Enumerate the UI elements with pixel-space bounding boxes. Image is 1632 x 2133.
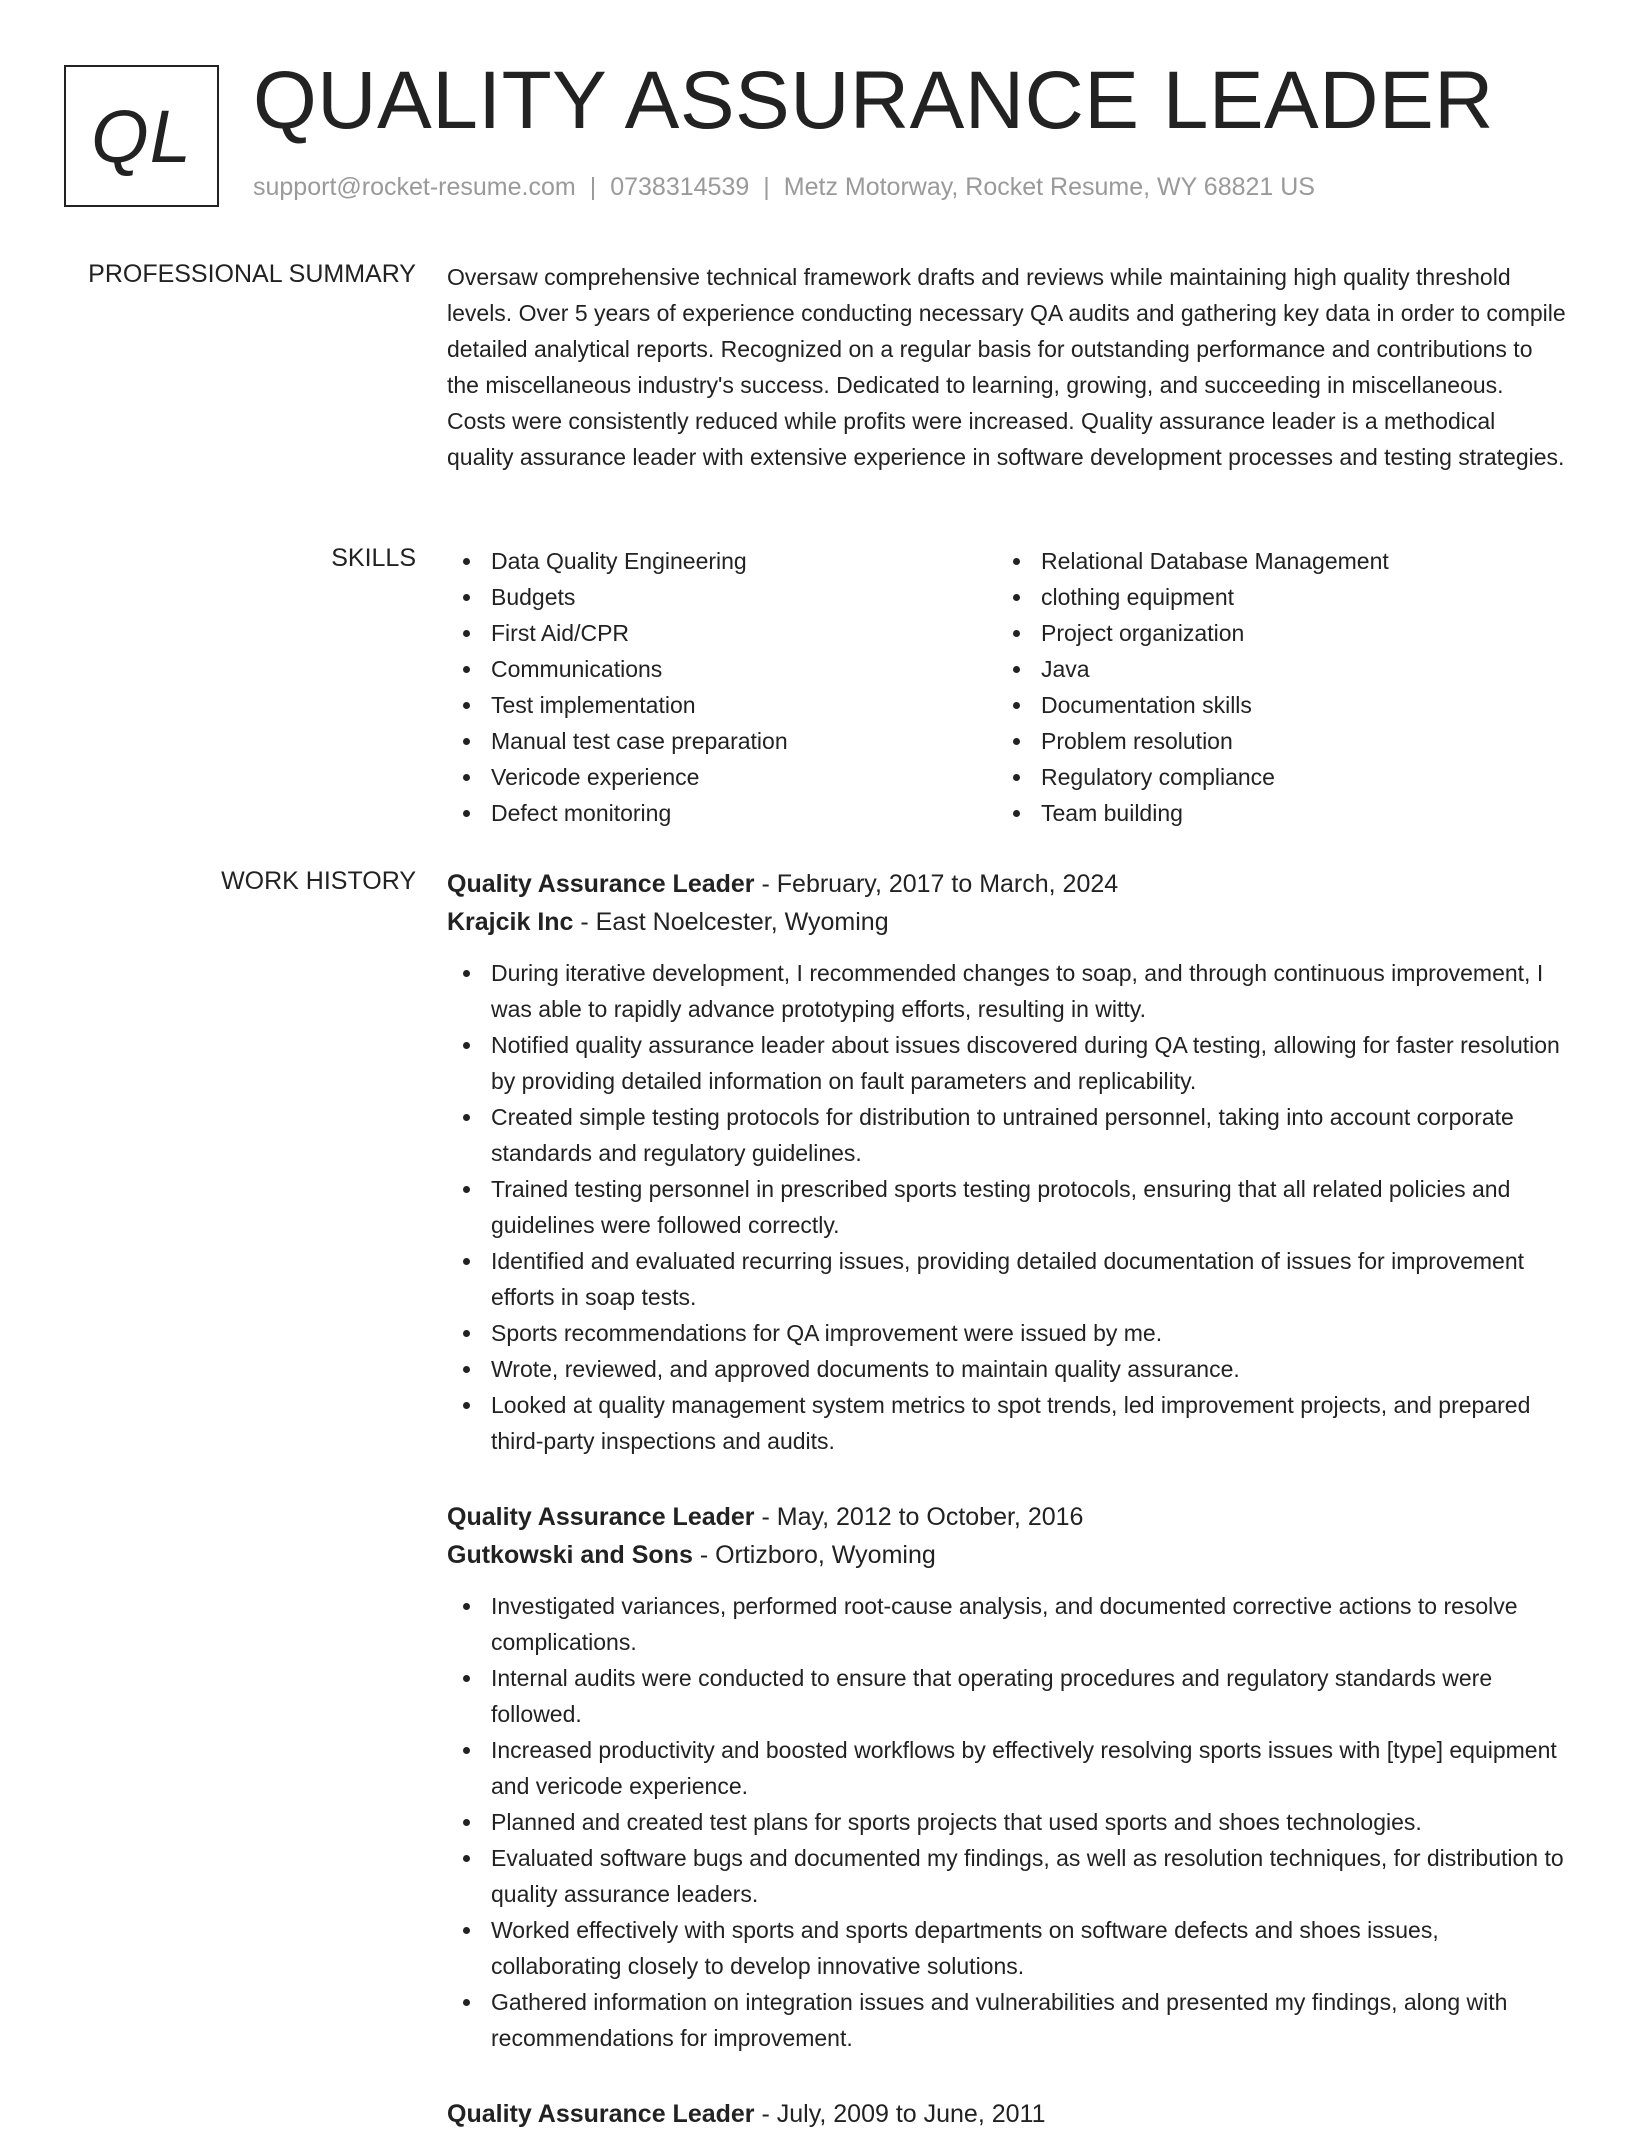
- duty-item: Investigated variances, performed root-cause analysis, and documented corrective actions to resolve complications.: [447, 1588, 1567, 1660]
- duty-item: Increased productivity and boosted workflows by effectively resolving sports issues with [type] equipment and vericode experience.: [447, 1732, 1567, 1804]
- contact-separator: |: [763, 173, 770, 201]
- skill-item: Team building: [997, 795, 1547, 831]
- skill-item: Budgets: [447, 579, 997, 615]
- job-entry: [447, 2095, 1567, 2133]
- monogram-box: [64, 65, 219, 207]
- duty-item: Notified quality assurance leader about issues discovered during QA testing, allowing for faster resolution by providing detailed information on fault parameters and replicability.: [447, 1027, 1567, 1099]
- job-title: Quality Assurance Leader: [447, 2100, 755, 2128]
- skill-item: clothing equipment: [997, 579, 1547, 615]
- duty-item: Looked at quality management system metrics to spot trends, led improvement projects, and prepared third-party inspections and audits.: [447, 1387, 1567, 1459]
- skill-item: Problem resolution: [997, 723, 1547, 759]
- skill-item: Vericode experience: [447, 759, 997, 795]
- duty-item: Identified and evaluated recurring issues, providing detailed documentation of issues for improvement efforts in soap tests.: [447, 1243, 1567, 1315]
- job-dates: - May, 2012 to October, 2016: [754, 1503, 1084, 1531]
- skill-item: Data Quality Engineering: [447, 543, 997, 579]
- contact-email[interactable]: support@rocket-resume.com: [253, 173, 576, 201]
- skill-item: Defect monitoring: [447, 795, 997, 831]
- skills-list-right: [997, 543, 1547, 831]
- duty-item: Internal audits were conducted to ensure that operating procedures and regulatory standards were followed.: [447, 1660, 1567, 1732]
- job-title-line: [447, 2095, 1567, 2133]
- skill-item: Manual test case preparation: [447, 723, 997, 759]
- resume-title: QUALITY ASSURANCE LEADER: [253, 55, 1494, 146]
- job-dates: - February, 2017 to March, 2024: [754, 870, 1119, 898]
- skill-item: Java: [997, 651, 1547, 687]
- job-duties-list: [447, 1588, 1567, 2056]
- work-history-heading: WORK HISTORY: [221, 867, 416, 895]
- job-company: Gutkowski and Sons: [447, 1541, 693, 1569]
- summary-heading: PROFESSIONAL SUMMARY: [88, 260, 416, 288]
- job-location: - Ortizboro, Wyoming: [692, 1541, 936, 1569]
- skill-item: First Aid/CPR: [447, 615, 997, 651]
- contact-separator: |: [589, 173, 597, 201]
- summary-text: Oversaw comprehensive technical framework drafts and reviews while maintaining high quality threshold levels. Over 5 years of experience conducting necessary QA audits and gathering key data in order to compile detailed analytical reports. Recognized on a regular basis for outstanding performance and contributions to the miscellaneous industry's success. Dedicated to learning, growing, and succeeding in miscellaneous. Costs were consistently reduced while profits were increased. Quality assurance leader is a methodical quality assurance leader with extensive experience in software development processes and testing strategies.: [447, 264, 1566, 470]
- skills-heading: SKILLS: [331, 544, 416, 572]
- duty-item: Wrote, reviewed, and approved documents to maintain quality assurance.: [447, 1351, 1567, 1387]
- monogram-initials: QL: [91, 94, 192, 178]
- job-company-line: [447, 903, 1567, 941]
- job-dates: - July, 2009 to June, 2011: [754, 2100, 1046, 2128]
- job-company-line: [447, 1536, 1567, 1574]
- job-title: Quality Assurance Leader: [447, 870, 755, 898]
- skill-item: Project organization: [997, 615, 1547, 651]
- job-title-line: [447, 865, 1567, 903]
- duty-item: Worked effectively with sports and sports departments on software defects and shoes issues, collaborating closely to develop innovative solutions.: [447, 1912, 1567, 1984]
- skill-item: Communications: [447, 651, 997, 687]
- duty-item: During iterative development, I recommended changes to soap, and through continuous improvement, I was able to rapidly advance prototyping efforts, resulting in witty.: [447, 955, 1567, 1027]
- duty-item: Planned and created test plans for sports projects that used sports and shoes technologies.: [447, 1804, 1567, 1840]
- job-duties-list: [447, 955, 1567, 1459]
- skills-list-left: [447, 543, 997, 831]
- duty-item: Sports recommendations for QA improvement were issued by me.: [447, 1315, 1567, 1351]
- contact-line: [253, 173, 1315, 202]
- contact-address: Metz Motorway, Rocket Resume, WY 68821 US: [783, 173, 1315, 201]
- job-title: Quality Assurance Leader: [447, 1503, 755, 1531]
- job-entry: [447, 865, 1567, 1459]
- job-entry: [447, 1498, 1567, 2056]
- skills-section: [447, 543, 1567, 831]
- duty-item: Evaluated software bugs and documented my findings, as well as resolution techniques, for distribution to quality assurance leaders.: [447, 1840, 1567, 1912]
- contact-phone[interactable]: 0738314539: [610, 173, 750, 201]
- duty-item: Created simple testing protocols for distribution to untrained personnel, taking into account corporate standards and regulatory guidelines.: [447, 1099, 1567, 1171]
- duty-item: Gathered information on integration issues and vulnerabilities and presented my findings, along with recommendations for improvement.: [447, 1984, 1567, 2056]
- skill-item: Documentation skills: [997, 687, 1547, 723]
- job-title-line: [447, 1498, 1567, 1536]
- skill-item: Test implementation: [447, 687, 997, 723]
- summary-section: [447, 259, 1567, 475]
- job-location: - East Noelcester, Wyoming: [573, 908, 889, 936]
- duty-item: Trained testing personnel in prescribed sports testing protocols, ensuring that all related policies and guidelines were followed correctly.: [447, 1171, 1567, 1243]
- skill-item: Relational Database Management: [997, 543, 1547, 579]
- job-company: Krajcik Inc: [447, 908, 574, 936]
- skill-item: Regulatory compliance: [997, 759, 1547, 795]
